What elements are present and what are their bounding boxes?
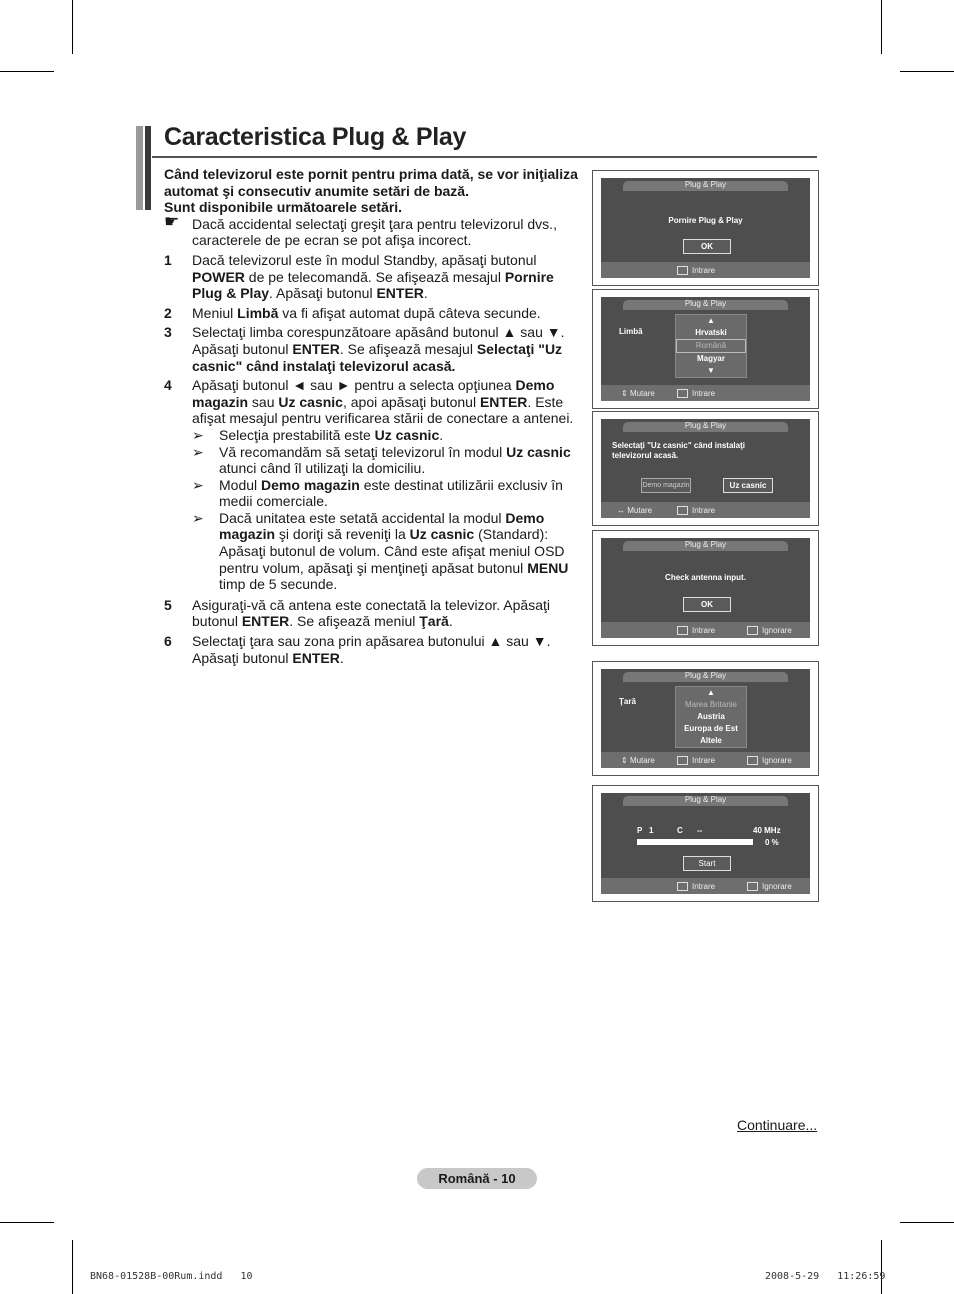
text: Dacă televizorul este în modul Standby, apăsaţi butonul [192, 251, 537, 268]
move-label: Mutare [629, 389, 655, 398]
step [164, 324, 588, 374]
osd-header: Plug & Play [684, 795, 727, 804]
text: . Apăsaţi butonul [269, 285, 377, 302]
note [164, 211, 588, 249]
emphasis: Limbă [237, 304, 279, 321]
emphasis: ENTER [376, 285, 424, 302]
text: Apăsaţi butonul ◄ sau ► pentru a selecta opţiunea [192, 377, 516, 394]
note-text: Dacă accidental selectaţi greşit ţara pentru televizorul dvs., caracterele de pe ecran se pot afişa incorect. [192, 215, 557, 249]
text: . Se afişează mesajul [339, 340, 477, 357]
enter-icon [677, 506, 688, 515]
program-number: 1 [649, 826, 654, 835]
step [164, 633, 588, 666]
osd-header: Plug & Play [684, 180, 727, 189]
text: este destinat utilizării exclusiv în medii comerciale. [219, 476, 563, 510]
osd-header: Plug & Play [684, 421, 727, 430]
step-number: 2 [164, 304, 172, 321]
text: Selecţia prestabilită este [219, 426, 375, 443]
arrow-icon: ➢ [192, 426, 204, 443]
emphasis: ENTER [292, 340, 340, 357]
text: timp de 5 secunde. [219, 576, 338, 593]
down-arrow-icon[interactable]: ▼ [707, 366, 715, 375]
list-item[interactable]: Marea Britanie [684, 700, 738, 709]
enter-label: Intrare [692, 266, 716, 275]
list-item[interactable]: Altele [700, 736, 722, 745]
step [164, 597, 588, 630]
list-item[interactable]: Magyar [696, 354, 725, 363]
ok-button[interactable]: OK [683, 597, 731, 612]
osd-header: Plug & Play [684, 540, 727, 549]
enter-label: Intrare [692, 756, 716, 765]
ok-button[interactable]: OK [683, 239, 731, 254]
crop-mark [900, 71, 954, 72]
text: Modul [219, 476, 262, 493]
crop-mark [72, 1240, 73, 1294]
text: Asiguraţi-vă că antena este conectată la televizor. Apăsaţi butonul [192, 596, 550, 630]
subnote [192, 444, 588, 477]
text: Selectaţi limba corespunzătoare apăsând butonul ▲ sau ▼. Apăsaţi butonul [192, 324, 565, 357]
crop-mark [72, 0, 73, 54]
osd-message: televizorul acasă. [612, 451, 679, 460]
step [164, 305, 588, 322]
pointing-hand-icon: ☛ [164, 211, 180, 231]
list-item[interactable]: Europa de Est [684, 724, 738, 733]
list-item-selected[interactable]: Română [676, 339, 746, 353]
channel-label: C [677, 826, 683, 835]
footer-date: 2008-5-29 11:26:59 [765, 1271, 886, 1282]
emphasis: Uz casnic [506, 443, 571, 460]
emphasis: POWER [192, 268, 245, 285]
arrow-icon: ➢ [192, 476, 204, 493]
crop-mark [900, 1222, 954, 1223]
instructions [164, 166, 588, 666]
progress-percent: 0 % [765, 838, 779, 847]
crop-mark [0, 71, 54, 72]
text: va fi afişat automat după câteva secunde. [278, 304, 541, 321]
text: . [448, 613, 453, 630]
frequency-value: 40 MHz [753, 826, 781, 835]
text: . [439, 426, 444, 443]
osd-header: Plug & Play [684, 671, 727, 680]
emphasis: Selectaţi "Uz casnic" când instalaţi televizorul acasă. [192, 340, 563, 374]
enter-label: Intrare [692, 506, 716, 515]
emphasis: Demo magazin [261, 476, 360, 493]
text: , apoi apăsaţi butonul [342, 393, 480, 410]
page-title: Caracteristica Plug & Play [164, 123, 467, 151]
updown-icon: ⇕ [621, 389, 628, 398]
text: atunci când îl utilizaţi la domiciliu. [219, 460, 426, 477]
enter-icon [677, 882, 688, 891]
text: (Standard): Apăsaţi butonul de volum. Când este afişat meniul OSD pentru volum, apăsaţi şi menţineţi apăsat butonul [219, 526, 565, 576]
osd-message: Pornire Plug & Play [668, 216, 743, 225]
text: de pe telecomandă. Se afişează mesajul [244, 268, 505, 285]
up-arrow-icon[interactable]: ▲ [707, 688, 715, 697]
text: Vă recomandăm să setaţi televizorul în modul [219, 443, 507, 460]
step-number: 4 [164, 377, 172, 394]
text: . [423, 285, 428, 302]
ignore-icon [747, 756, 758, 765]
title-rule [152, 156, 817, 158]
enter-icon [677, 266, 688, 275]
text: Dacă unitatea este setată accidental la modul [219, 509, 506, 526]
emphasis: MENU [527, 559, 569, 576]
osd-screen-country [592, 661, 819, 776]
emphasis: Uz casnic [409, 526, 475, 543]
list-item[interactable]: Hrvatski [695, 328, 727, 337]
enter-label: Intrare [692, 389, 716, 398]
text: . [339, 649, 344, 666]
start-button[interactable]: Start [683, 856, 731, 871]
step-number: 1 [164, 251, 172, 268]
list-item[interactable]: Austria [697, 712, 725, 721]
subnote [192, 510, 588, 593]
country-list[interactable] [675, 686, 747, 748]
arrow-icon: ➢ [192, 443, 204, 460]
osd-message: Check antenna input. [665, 573, 746, 582]
intro-line: Când televizorul este pornit pentru prima dată, se vor iniţializa [164, 166, 578, 182]
osd-screen-mode [592, 411, 819, 526]
ignore-icon [747, 626, 758, 635]
program-label: P [637, 826, 643, 835]
text: şi doriţi să reveniţi la [275, 526, 410, 543]
emphasis: ENTER [292, 649, 340, 666]
enter-icon [677, 626, 688, 635]
demo-store-button[interactable]: Demo magazin [641, 478, 691, 493]
language-label: Limbă [619, 327, 643, 336]
text: Selectaţi ţara sau zona prin apăsarea butonului ▲ sau ▼. Apăsaţi butonul [192, 633, 551, 666]
intro-line: Sunt disponibile următoarele setări. [164, 199, 403, 216]
text: Meniul [192, 304, 238, 321]
osd-screen-start [592, 170, 819, 286]
text: . Se afişează meniul [289, 613, 420, 630]
ignore-label: Ignorare [762, 882, 792, 891]
emphasis: ENTER [479, 393, 528, 410]
channel-value: -- [697, 826, 703, 835]
crop-mark [0, 1222, 54, 1223]
text: sau [248, 393, 279, 410]
crop-mark [881, 1240, 882, 1294]
emphasis: Uz casnic [374, 426, 440, 443]
step [164, 377, 588, 593]
move-label: Mutare [629, 756, 655, 765]
progress-bar [637, 839, 753, 845]
subnote [192, 427, 588, 444]
footer-file: BN68-01528B-00Rum.indd 10 [90, 1271, 253, 1282]
crop-mark [881, 0, 882, 54]
country-label: Ţară [619, 697, 636, 706]
continue-link[interactable]: Continuare... [737, 1117, 818, 1133]
move-label: Mutare [627, 506, 653, 515]
arrow-icon: ➢ [192, 509, 204, 526]
step-number: 3 [164, 324, 172, 341]
updown-icon: ⇕ [621, 756, 628, 765]
up-arrow-icon[interactable]: ▲ [707, 316, 715, 325]
emphasis: Pornire Plug & Play [192, 268, 554, 302]
osd-screen-antenna [592, 530, 819, 646]
step-number: 5 [164, 596, 172, 613]
osd-header: Plug & Play [684, 299, 727, 308]
emphasis: Uz casnic [278, 393, 343, 410]
enter-label: Intrare [692, 882, 716, 891]
emphasis: Demo magazin [192, 377, 555, 410]
enter-label: Intrare [692, 626, 716, 635]
step [164, 252, 588, 302]
subnote [192, 477, 588, 510]
leftright-icon: ↔ [617, 506, 625, 515]
intro-line: automat şi consecutiv anumite setări de bază. [164, 182, 469, 199]
title-decoration [136, 126, 152, 210]
ignore-label: Ignorare [762, 756, 792, 765]
enter-icon [677, 756, 688, 765]
ignore-icon [747, 882, 758, 891]
emphasis: Ţară [419, 613, 449, 630]
page-number-badge: Română - 10 [417, 1168, 537, 1189]
step-number: 6 [164, 633, 172, 650]
enter-icon [677, 389, 688, 398]
language-list[interactable] [675, 314, 747, 378]
emphasis: ENTER [241, 613, 290, 630]
home-use-button[interactable]: Uz casnic [723, 478, 773, 493]
osd-screen-scan [592, 785, 819, 902]
osd-message: Selectaţi "Uz casnic" când instalaţi [612, 441, 745, 450]
ignore-label: Ignorare [762, 626, 792, 635]
text: . Este afişat mesajul pentru verificarea stării de conectare a antenei. [192, 393, 574, 427]
osd-screen-language [592, 289, 819, 409]
emphasis: Demo magazin [219, 509, 545, 543]
